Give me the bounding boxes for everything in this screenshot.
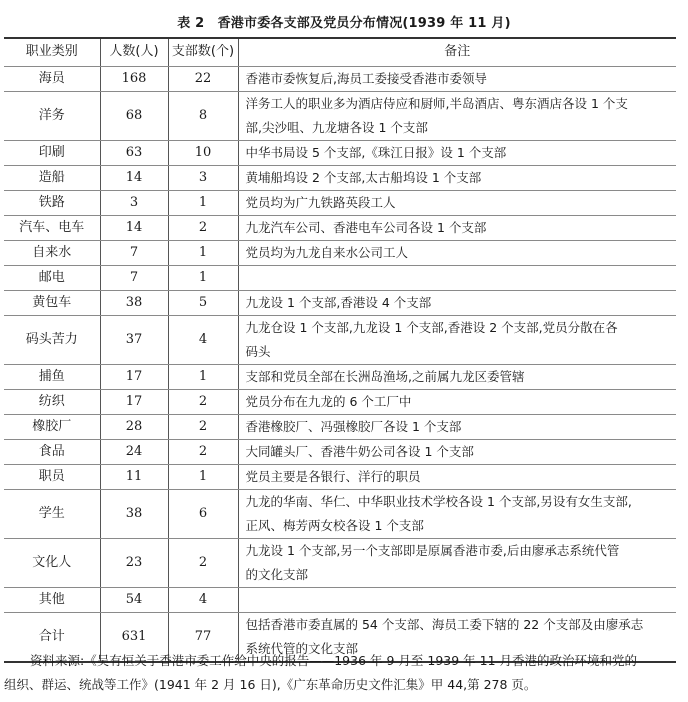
table-row: [4, 265, 676, 290]
cell-branches: 1: [168, 240, 238, 265]
cell-members: 14: [100, 215, 168, 240]
cell-members: 7: [100, 265, 168, 290]
cell-notes: [238, 215, 676, 240]
cell-notes: [238, 66, 676, 91]
cell-category: 文化人: [4, 538, 100, 587]
note-line: 大同罐头厂、香港牛奶公司各设 1 个支部: [245, 443, 474, 459]
cell-members: 37: [100, 315, 168, 364]
note-line: 系统代管的文化支部: [245, 640, 359, 656]
cell-members: 28: [100, 414, 168, 439]
note-line: 党员主要是各银行、洋行的职员: [245, 468, 421, 484]
cell-branches: 22: [168, 66, 238, 91]
cell-members: 54: [100, 587, 168, 612]
cell-category: 汽车、电车: [4, 215, 100, 240]
cell-branches: 10: [168, 140, 238, 165]
distribution-table: [4, 37, 676, 663]
cell-notes: [238, 190, 676, 215]
cell-category: 职员: [4, 464, 100, 489]
cell-category: 海员: [4, 66, 100, 91]
table-row: [4, 66, 676, 91]
cell-members: 38: [100, 489, 168, 538]
cell-members: 11: [100, 464, 168, 489]
table-row: [4, 240, 676, 265]
note-line: 的文化支部: [245, 566, 309, 582]
cell-notes: [238, 140, 676, 165]
note-line: 洋务工人的职业多为酒店侍应和厨师,半岛酒店、粤东酒店各设 1 个支: [245, 95, 628, 111]
note-line: 九龙的华南、华仁、中华职业技术学校各设 1 个支部,另设有女生支部,: [245, 493, 632, 509]
cell-members: 38: [100, 290, 168, 315]
note-line: 党员均为广九铁路英段工人: [245, 194, 396, 210]
cell-notes: [238, 364, 676, 389]
cell-notes: [238, 91, 676, 140]
note-line: 九龙汽车公司、香港电车公司各设 1 个支部: [245, 219, 487, 235]
cell-category: 铁路: [4, 190, 100, 215]
note-line: 香港市委恢复后,海员工委接受香港市委领导: [245, 70, 487, 86]
cell-notes: [238, 290, 676, 315]
cell-category: 橡胶厂: [4, 414, 100, 439]
note-line: 党员分布在九龙的 6 个工厂中: [245, 393, 412, 409]
cell-notes: [238, 265, 676, 290]
note-line: 香港橡胶厂、冯强橡胶厂各设 1 个支部: [245, 418, 462, 434]
note-line: 九龙设 1 个支部,另一个支部即是原属香港市委,后由廖承志系统代管: [245, 542, 620, 558]
note-line: 支部和党员全部在长洲岛渔场,之前属九龙区委管辖: [245, 368, 525, 384]
table-row: [4, 190, 676, 215]
table-row: [4, 140, 676, 165]
cell-branches: 6: [168, 489, 238, 538]
cell-branches: 3: [168, 165, 238, 190]
source-note: [4, 649, 676, 697]
cell-notes: [238, 489, 676, 538]
cell-notes: [238, 439, 676, 464]
cell-members: 17: [100, 364, 168, 389]
cell-branches: 1: [168, 190, 238, 215]
note-line: 码头: [245, 343, 271, 359]
note-line: 九龙仓设 1 个支部,九龙设 1 个支部,香港设 2 个支部,党员分散在各: [245, 319, 618, 335]
cell-notes: [238, 464, 676, 489]
cell-notes: [238, 587, 676, 612]
cell-members: 14: [100, 165, 168, 190]
cell-notes: [238, 538, 676, 587]
cell-category: 其他: [4, 587, 100, 612]
cell-members: 23: [100, 538, 168, 587]
cell-notes: [238, 315, 676, 364]
table-row: [4, 414, 676, 439]
cell-members: 63: [100, 140, 168, 165]
cell-branches: 5: [168, 290, 238, 315]
table-row: [4, 464, 676, 489]
cell-category: 纺织: [4, 389, 100, 414]
source-line-1: 资料来源:《吴有恒关于香港市委工作给中央的报告——1936 年 9 月至 1939 年 11 月香港的政治环境和党的: [30, 653, 638, 668]
cell-members: 3: [100, 190, 168, 215]
cell-notes: [238, 389, 676, 414]
note-line: 包括香港市委直属的 54 个支部、海员工委下辖的 22 个支部及由廖承志: [245, 616, 644, 632]
cell-category: 自来水: [4, 240, 100, 265]
note-line: 九龙设 1 个支部,香港设 4 个支部: [245, 294, 432, 310]
cell-members: 24: [100, 439, 168, 464]
cell-category: 码头苦力: [4, 315, 100, 364]
cell-category: 邮电: [4, 265, 100, 290]
cell-category: 造船: [4, 165, 100, 190]
cell-branches: 4: [168, 315, 238, 364]
table-row: [4, 587, 676, 612]
cell-branches: 1: [168, 364, 238, 389]
cell-branches: 4: [168, 587, 238, 612]
header-row: [4, 38, 676, 66]
cell-notes: [238, 240, 676, 265]
cell-branches: 2: [168, 414, 238, 439]
cell-category: 捕鱼: [4, 364, 100, 389]
cell-category: 印刷: [4, 140, 100, 165]
cell-category: 学生: [4, 489, 100, 538]
cell-notes: [238, 165, 676, 190]
table-title: 表 2 香港市委各支部及党员分布情况(1939 年 11 月): [177, 16, 511, 31]
cell-branches: 2: [168, 215, 238, 240]
header-members: 人数(人): [100, 38, 168, 66]
table-row: [4, 91, 676, 140]
cell-members: 17: [100, 389, 168, 414]
cell-category: 黄包车: [4, 290, 100, 315]
header-notes: 备注: [238, 38, 676, 66]
cell-branches: 8: [168, 91, 238, 140]
cell-branches: 2: [168, 389, 238, 414]
cell-category: 洋务: [4, 91, 100, 140]
header-branches: 支部数(个): [168, 38, 238, 66]
table-row: [4, 489, 676, 538]
note-line: 中华书局设 5 个支部,《珠江日报》设 1 个支部: [245, 144, 507, 160]
cell-members: 168: [100, 66, 168, 91]
cell-branches: 2: [168, 439, 238, 464]
source-line-2: 组织、群运、统战等工作》(1941 年 2 月 16 日),《广东革命历史文件汇集》甲 44,第 278 页。: [4, 677, 537, 692]
table-row: [4, 439, 676, 464]
cell-members: 631: [100, 612, 168, 662]
header-category: 职业类别: [4, 38, 100, 66]
note-line: 正风、梅芳两女校各设 1 个支部: [245, 517, 424, 533]
table-row: [4, 538, 676, 587]
cell-branches: 1: [168, 265, 238, 290]
cell-category: 食品: [4, 439, 100, 464]
note-line: 黄埔船坞设 2 个支部,太古船坞设 1 个支部: [245, 169, 482, 185]
table-row: [4, 215, 676, 240]
table-row: [4, 165, 676, 190]
cell-category: 合计: [4, 612, 100, 662]
cell-members: 68: [100, 91, 168, 140]
note-line: 部,尖沙咀、九龙塘各设 1 个支部: [245, 119, 428, 135]
table-row: [4, 364, 676, 389]
table-row: [4, 315, 676, 364]
cell-branches: 2: [168, 538, 238, 587]
table-row: [4, 389, 676, 414]
note-line: 党员均为九龙自来水公司工人: [245, 244, 409, 260]
cell-branches: 77: [168, 612, 238, 662]
cell-notes: [238, 414, 676, 439]
cell-branches: 1: [168, 464, 238, 489]
cell-members: 7: [100, 240, 168, 265]
table-row: [4, 290, 676, 315]
